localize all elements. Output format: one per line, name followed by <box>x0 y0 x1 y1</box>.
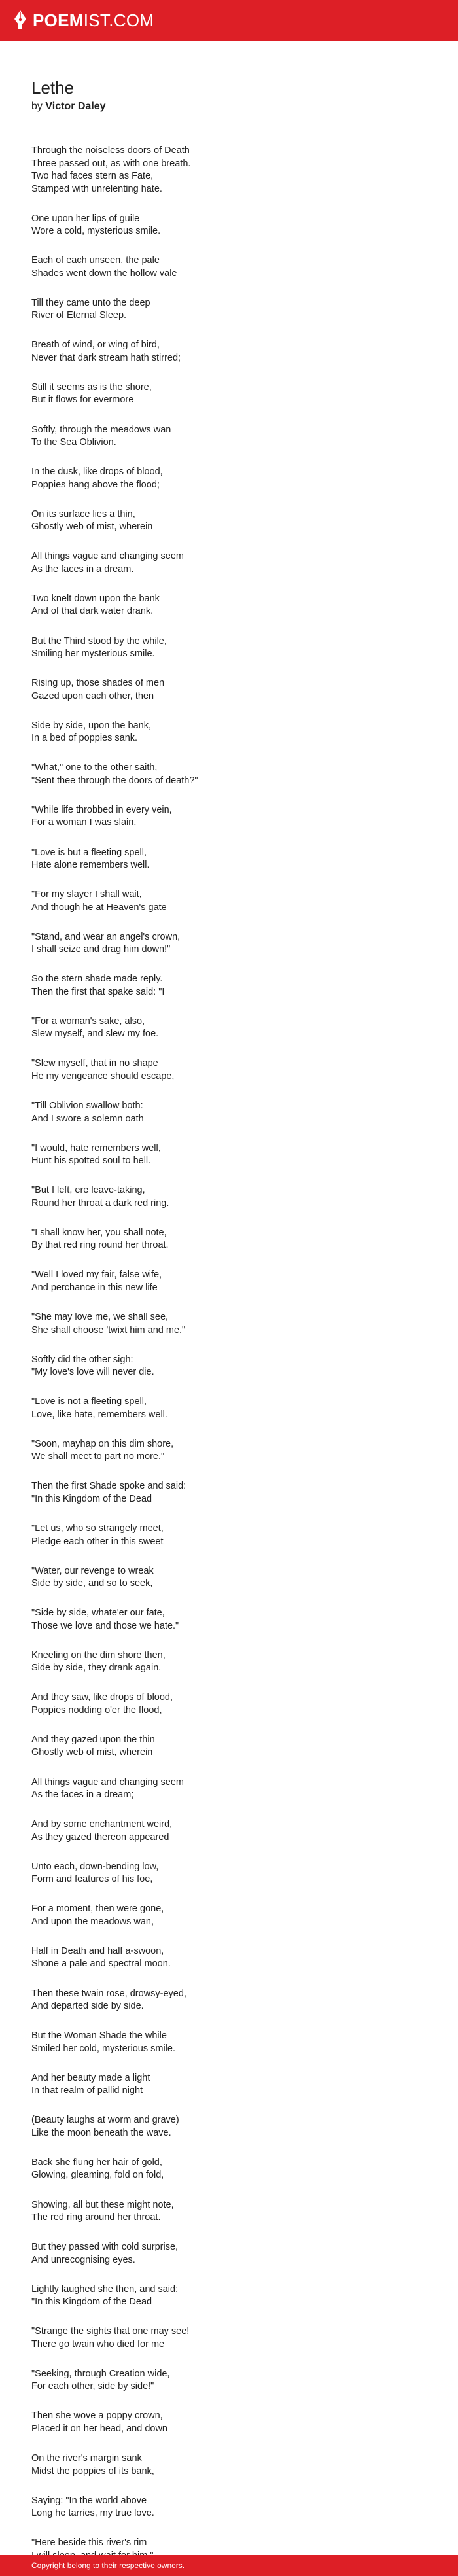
stanza <box>31 466 427 491</box>
main-content <box>0 41 458 2562</box>
poem-line: Unto each, down-bending low, <box>31 1861 159 1872</box>
stanza <box>31 2410 427 2435</box>
poem-line: Side by side, they drank again. <box>31 1663 162 1674</box>
poem-line: "Strange the sights that one may see! <box>31 2326 190 2337</box>
stanza <box>31 213 427 238</box>
stanza <box>31 2072 427 2098</box>
stanza <box>31 635 427 661</box>
poem-line: And perchance in this new life <box>31 1282 158 1293</box>
stanza <box>31 255 427 280</box>
logo-text-strong: POEM <box>33 10 84 30</box>
poem-line: Midst the poppies of its bank, <box>31 2465 154 2477</box>
poem-line: As the faces in a dream; <box>31 1790 134 1801</box>
poem-line: Placed it on her head, and down <box>31 2423 167 2434</box>
stanza <box>31 1988 427 2013</box>
site-footer <box>0 2555 458 2576</box>
stanza <box>31 720 427 745</box>
stanza <box>31 2495 427 2520</box>
stanza <box>31 1861 427 1886</box>
stanza <box>31 297 427 323</box>
poem-line: River of Eternal Sleep. <box>31 310 127 321</box>
poem-line: Gazed upon each other, then <box>31 690 154 701</box>
stanza <box>31 2452 427 2478</box>
poem-line: Poppies hang above the flood; <box>31 479 160 490</box>
poem-line: I shall seize and drag him down!" <box>31 944 171 955</box>
poem-line: Like the moon beneath the wave. <box>31 2127 171 2138</box>
poem-line: Smiled her cold, mysterious smile. <box>31 2043 175 2054</box>
poem-line: Pledge each other in this sweet <box>31 1536 164 1547</box>
poem-line: And upon the meadows wan, <box>31 1916 154 1927</box>
poem-line: Three passed out, as with one breath. <box>31 158 191 169</box>
poem-line: Showing, all but these might note, <box>31 2199 174 2210</box>
poem-line: Each of each unseen, the pale <box>31 255 160 266</box>
poem-line: Poppies nodding o'er the flood, <box>31 1704 162 1716</box>
poem-line: Softly, through the meadows wan <box>31 424 171 435</box>
poem-line: And they gazed upon the thin <box>31 1734 155 1745</box>
poem-line: "Soon, mayhap on this dim shore, <box>31 1438 174 1449</box>
poem-line: (Beauty laughs at worm and grave) <box>31 2115 179 2126</box>
poem-line: "For a woman's sake, also, <box>31 1015 145 1027</box>
poem-line: Shades went down the hollow vale <box>31 268 177 279</box>
poem-line: "My love's love will never die. <box>31 1367 154 1378</box>
stanza <box>31 1184 427 1210</box>
stanza <box>31 2368 427 2393</box>
poem-line: Breath of wind, or wing of bird, <box>31 340 160 351</box>
poem-line: Till they came unto the deep <box>31 297 150 308</box>
poem-line: For a woman I was slain. <box>31 817 137 828</box>
poem-line: "Well I loved my fair, false wife, <box>31 1269 162 1280</box>
stanza <box>31 1480 427 1506</box>
stanza <box>31 145 427 196</box>
poem-line: And of that dark water drank. <box>31 606 154 617</box>
poem-line: "She may love me, we shall see, <box>31 1312 169 1323</box>
stanza <box>31 550 427 576</box>
poem-line: For each other, side by side!" <box>31 2381 154 2392</box>
poem-line: But the Third stood by the while, <box>31 635 167 646</box>
stanza <box>31 2114 427 2140</box>
poem-line: Ghostly web of mist, wherein <box>31 521 153 533</box>
poem-line: On the river's margin sank <box>31 2453 142 2464</box>
stanza <box>31 1776 427 1802</box>
stanza <box>31 508 427 534</box>
stanza <box>31 1565 427 1591</box>
poem-line: Kneeling on the dim shore then, <box>31 1650 166 1661</box>
poem-line: He my vengeance should escape, <box>31 1070 175 1082</box>
poem-line: Through the noiseless doors of Death <box>31 145 190 156</box>
stanza <box>31 1100 427 1125</box>
poem-line: "For my slayer I shall wait, <box>31 889 142 900</box>
poem-line: Half in Death and half a-swoon, <box>31 1945 164 1956</box>
poem-line: And by some enchantment weird, <box>31 1819 173 1830</box>
stanza <box>31 2030 427 2055</box>
poem-line: All things vague and changing seem <box>31 1776 184 1788</box>
logo-text-light: IST.COM <box>83 10 154 30</box>
poem-line: To the Sea Oblivion. <box>31 437 116 448</box>
stanza <box>31 889 427 914</box>
poem-line: Smiling her mysterious smile. <box>31 648 155 660</box>
poem-line: Still it seems as is the shore, <box>31 381 152 393</box>
poem-line: Softly did the other sigh: <box>31 1354 133 1365</box>
poem-line: "Love is but a fleeting spell, <box>31 847 147 858</box>
poem-line: "I shall know her, you shall note, <box>31 1227 167 1238</box>
stanza <box>31 973 427 998</box>
poem-line: Side by side, and so to seek, <box>31 1578 153 1589</box>
poem-line: Rising up, those shades of men <box>31 678 165 689</box>
poem-line: "In this Kingdom of the Dead <box>31 1493 152 1504</box>
stanza <box>31 1903 427 1928</box>
poem-line: In that realm of pallid night <box>31 2085 143 2096</box>
poem-line: On its surface lies a thin, <box>31 508 135 520</box>
poem-line: Glowing, gleaming, fold on fold, <box>31 2170 164 2181</box>
stanza <box>31 1607 427 1632</box>
poem-line: "Let us, who so strangely meet, <box>31 1523 164 1534</box>
poem-line: Round her throat a dark red ring. <box>31 1197 169 1209</box>
poem-line: "I would, hate remembers well, <box>31 1142 161 1154</box>
poem-line: Side by side, upon the bank, <box>31 720 151 731</box>
stanza <box>31 1691 427 1717</box>
poem-line: And departed side by side. <box>31 2001 144 2012</box>
poem-line: There go twain who died for me <box>31 2338 165 2350</box>
copyright-text: Copyright belong to their respective owners. <box>31 2561 185 2570</box>
by-label: by <box>31 101 43 112</box>
poem-line: Never that dark stream hath stirred; <box>31 352 181 363</box>
stanza <box>31 847 427 872</box>
poem-line: "Side by side, whate'er our fate, <box>31 1608 165 1619</box>
poem-line: Form and features of his foe, <box>31 1874 153 1885</box>
poem-line: And unrecognising eyes. <box>31 2254 135 2265</box>
stanza <box>31 1650 427 1675</box>
poem-line: "Slew myself, that in no shape <box>31 1058 158 1069</box>
poem-line: And I swore a solemn oath <box>31 1113 144 1124</box>
poem-line: Two knelt down upon the bank <box>31 593 160 604</box>
poem-line: Saying: "In the world above <box>31 2495 147 2506</box>
site-logo-text <box>33 12 154 29</box>
stanza <box>31 677 427 703</box>
poem-line: "Till Oblivion swallow both: <box>31 1101 143 1112</box>
site-header <box>0 0 458 41</box>
poem-line: The red ring around her throat. <box>31 2212 161 2223</box>
stanza <box>31 339 427 364</box>
poem-line: As the faces in a dream. <box>31 563 134 574</box>
author-link[interactable]: Victor Daley <box>45 101 106 112</box>
poem-line: "Stand, and wear an angel's crown, <box>31 931 181 942</box>
poem-line: Back she flung her hair of gold, <box>31 2157 162 2168</box>
poem-line: Two had faces stern as Fate, <box>31 171 154 181</box>
poem-line: As they gazed thereon appeared <box>31 1831 169 1843</box>
stanza <box>31 2284 427 2309</box>
stanza <box>31 2325 427 2351</box>
stanza <box>31 804 427 830</box>
stanza <box>31 1311 427 1337</box>
stanza <box>31 1523 427 1548</box>
poem-body <box>31 145 427 2562</box>
stanza <box>31 1269 427 1294</box>
poem-line: One upon her lips of guile <box>31 213 140 224</box>
poem-line: Then these twain rose, drowsy-eyed, <box>31 1988 186 1999</box>
poem-line: But it flows for evermore <box>31 395 134 406</box>
stanza <box>31 1734 427 1759</box>
poem-line: Then the first that spake said: "I <box>31 986 165 997</box>
poem-line: Lightly laughed she then, and said: <box>31 2284 179 2295</box>
poem-line: We shall meet to part no more." <box>31 1451 165 1462</box>
poem-line: Long he tarries, my true love. <box>31 2508 154 2519</box>
poem-line: She shall choose 'twixt him and me." <box>31 1324 186 1335</box>
stanza <box>31 1142 427 1168</box>
poem-line: Love, like hate, remembers well. <box>31 1409 167 1420</box>
stanza <box>31 593 427 618</box>
poem-line: "Sent thee through the doors of death?" <box>31 775 198 786</box>
poem-line: "Love is not a fleeting spell, <box>31 1396 147 1407</box>
poem-line: And her beauty made a light <box>31 2072 150 2083</box>
poem-line: In the dusk, like drops of blood, <box>31 467 163 478</box>
poem-line: All things vague and changing seem <box>31 551 184 562</box>
stanza <box>31 2241 427 2267</box>
stanza <box>31 1818 427 1844</box>
poem-line: But the Woman Shade the while <box>31 2030 167 2041</box>
stanza <box>31 1945 427 1971</box>
stanza <box>31 762 427 787</box>
stanza <box>31 2157 427 2182</box>
poem-line: Hunt his spotted soul to hell. <box>31 1156 151 1167</box>
stanza <box>31 1015 427 1041</box>
stanza <box>31 1057 427 1083</box>
poem-byline <box>31 100 427 113</box>
poem-line: Stamped with unrelenting hate. <box>31 183 162 194</box>
stanza <box>31 2199 427 2225</box>
poem-line: But they passed with cold surprise, <box>31 2242 179 2253</box>
poem-line: Ghostly web of mist, wherein <box>31 1747 153 1758</box>
stanza <box>31 1227 427 1252</box>
poem-line: "Here beside this river's rim <box>31 2537 147 2549</box>
stanza <box>31 1396 427 1421</box>
poem-line: Those we love and those we hate." <box>31 1620 179 1631</box>
site-logo[interactable] <box>13 10 154 31</box>
poem-line: In a bed of poppies sank. <box>31 733 138 744</box>
poem-line: "But I left, ere leave-taking, <box>31 1185 145 1196</box>
poem-line: "In this Kingdom of the Dead <box>31 2297 152 2308</box>
fountain-pen-nib-icon <box>13 10 27 31</box>
poem-line: "While life throbbed in every vein, <box>31 804 172 815</box>
poem-line: For a moment, then were gone, <box>31 1903 164 1914</box>
poem-line: By that red ring round her throat. <box>31 1240 169 1251</box>
stanza <box>31 1354 427 1379</box>
poem-line: Then she wove a poppy crown, <box>31 2410 163 2422</box>
poem-line: "What," one to the other saith, <box>31 762 158 773</box>
poem-line: So the stern shade made reply. <box>31 974 163 985</box>
poem-line: And though he at Heaven's gate <box>31 902 167 913</box>
poem-line: Slew myself, and slew my foe. <box>31 1029 159 1040</box>
stanza <box>31 424 427 450</box>
stanza <box>31 1438 427 1464</box>
poem-line: "Water, our revenge to wreak <box>31 1565 154 1576</box>
poem-line: Shone a pale and spectral moon. <box>31 1958 171 1969</box>
poem-line: Hate alone remembers well. <box>31 860 150 870</box>
poem-line: Then the first Shade spoke and said: <box>31 1481 186 1492</box>
poem-line: And they saw, like drops of blood, <box>31 1692 173 1703</box>
stanza <box>31 931 427 957</box>
stanza <box>31 381 427 407</box>
poem-title: Lethe <box>31 78 75 97</box>
poem-line: "Seeking, through Creation wide, <box>31 2368 170 2379</box>
poem-line: Wore a cold, mysterious smile. <box>31 226 161 237</box>
